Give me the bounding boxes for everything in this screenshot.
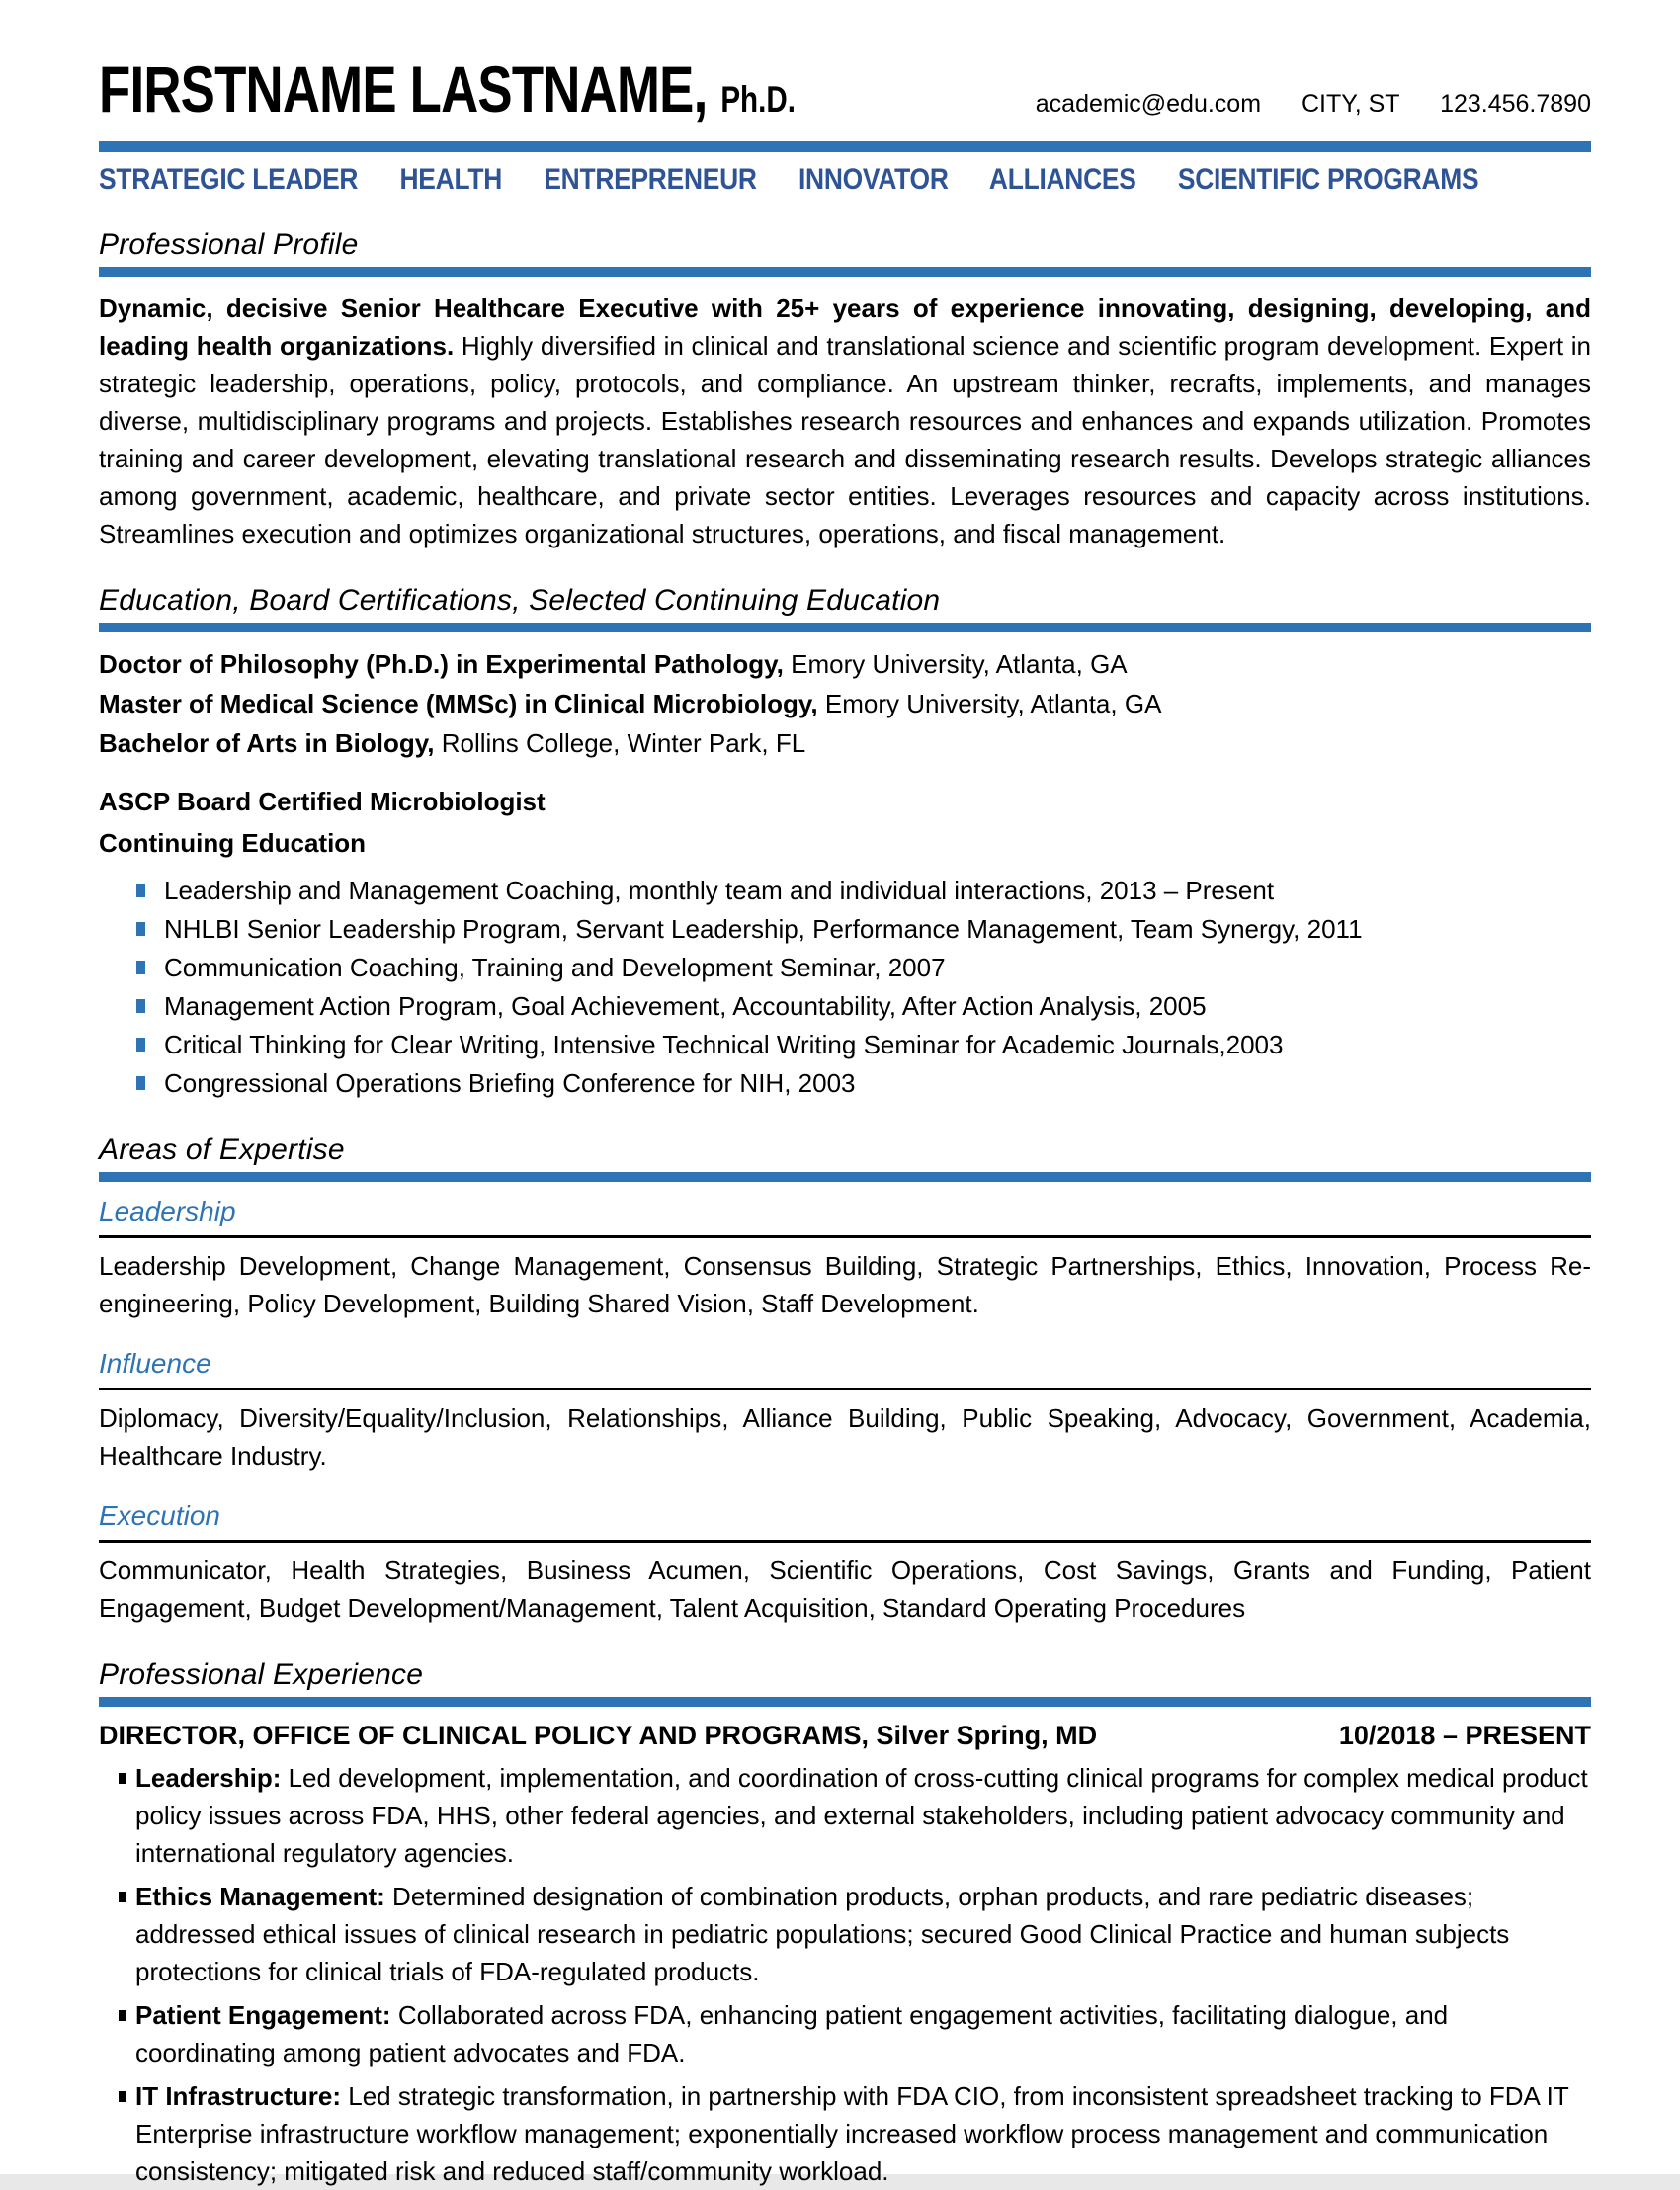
section-title-education: Education, Board Certifications, Selected Continuing Education [99, 584, 941, 617]
degree-line [99, 684, 1591, 723]
list-item [99, 1878, 1591, 1990]
bullet-lead: Leadership: [135, 1763, 282, 1793]
section-rule-expertise [99, 1172, 1591, 1182]
section-rule-experience [99, 1697, 1591, 1707]
section-title-experience: Professional Experience [99, 1658, 424, 1691]
list-item [99, 2077, 1591, 2190]
list-item: Critical Thinking for Clear Writing, Intensive Technical Writing Seminar for Academic Journals,2003 [99, 1026, 1591, 1063]
candidate-name-text: FIRSTNAME LASTNAME, [99, 52, 708, 126]
section-rule-profile [99, 267, 1591, 277]
job-dates: 10/2018 – PRESENT [1338, 1721, 1591, 1750]
section-rule-education [99, 623, 1591, 632]
expertise-text-influence: Diplomacy, Diversity/Equality/Inclusion, Relationships, Alliance Building, Public Speaking, Advocacy, Government, Academia, Healthcare Industry. [99, 1403, 1591, 1471]
section-title-expertise: Areas of Expertise [99, 1134, 345, 1166]
keyword-item: STRATEGIC LEADER [99, 163, 359, 196]
degree-title: Bachelor of Arts in Biology, [99, 728, 435, 758]
degree-line [99, 644, 1591, 684]
job-title: DIRECTOR, OFFICE OF CLINICAL POLICY AND PROGRAMS, Silver Spring, MD [99, 1721, 1098, 1750]
list-item: NHLBI Senior Leadership Program, Servant Leadership, Performance Management, Team Synergy, 2011 [99, 910, 1591, 948]
continuing-education-label: Continuing Education [99, 828, 367, 858]
list-item: Communication Coaching, Training and Development Seminar, 2007 [99, 949, 1591, 986]
bullet-lead: IT Infrastructure: [135, 2081, 342, 2111]
job-heading [99, 1721, 1591, 1751]
keyword-item: HEALTH [399, 163, 503, 196]
expertise-subhead-leadership: Leadership [99, 1196, 1591, 1238]
header [99, 51, 1591, 126]
contact-email: academic@edu.com [1035, 90, 1262, 118]
expertise-subhead-influence: Influence [99, 1348, 1591, 1390]
continuing-education-list [99, 872, 1591, 1102]
list-item: Management Action Program, Goal Achievement, Accountability, After Action Analysis, 2005 [99, 987, 1591, 1025]
contact-phone: 123.456.7890 [1440, 90, 1591, 118]
expertise-subhead-execution: Execution [99, 1500, 1591, 1543]
list-item: Congressional Operations Briefing Conference for NIH, 2003 [99, 1064, 1591, 1102]
degree-institution: Emory University, Atlanta, GA [783, 649, 1128, 679]
degree-institution: Rollins College, Winter Park, FL [434, 728, 806, 758]
keyword-strip [99, 163, 1479, 197]
expertise-text-execution: Communicator, Health Strategies, Business Acumen, Scientific Operations, Cost Savings, Grants and Funding, Patient Engagement, Budget Development/Management, Talent Acquisition, Standard Operating Procedures [99, 1556, 1591, 1623]
candidate-name-block [99, 51, 969, 126]
board-certification: ASCP Board Certified Microbiologist [99, 787, 546, 816]
list-item: Leadership and Management Coaching, monthly team and individual interactions, 2013 – Present [99, 872, 1591, 909]
keyword-item: ENTREPRENEUR [544, 163, 757, 196]
degree-title: Master of Medical Science (MMSc) in Clinical Microbiology, [99, 689, 818, 718]
degree-title: Doctor of Philosophy (Ph.D.) in Experimental Pathology, [99, 649, 784, 679]
experience-bullet-list [99, 1759, 1591, 2190]
list-item [99, 1996, 1591, 2071]
bullet-text: Collaborated across FDA, enhancing patient engagement activities, facilitating dialogue, and coordinating among patient advocates and FDA. [135, 2000, 1449, 2067]
degree-suffix: Ph.D. [720, 79, 796, 120]
list-item [99, 1759, 1591, 1872]
profile-body: Highly diversified in clinical and translational science and scientific program development. Expert in strategic leadership, operations, policy, protocols, and compliance. An upstream thinker, recrafts, implements, and manages diverse, multidisciplinary programs and projects. Establishes research resources and enhances and expands utilization. Promotes training and career development, elevating translational research and disseminating research results. Develops strategic alliances among government, academic, healthcare, and private sector entities. Leverages resources and capacity across institutions. Streamlines execution and optimizes organizational structures, operations, and fiscal management. [99, 331, 1591, 548]
contact-location: CITY, ST [1302, 90, 1400, 118]
header-rule [99, 141, 1591, 152]
bullet-lead: Ethics Management: [135, 1882, 385, 1911]
bullet-text: Determined designation of combination products, orphan products, and rare pediatric diseases; addressed ethical issues of clinical research in pediatric populations; secured Good Clinical Practice and human subjects protections for clinical trials of FDA-regulated products. [135, 1882, 1510, 1986]
bullet-lead: Patient Engagement: [135, 2000, 391, 2030]
keyword-item: INNOVATOR [798, 163, 949, 196]
contact-line [1036, 90, 1591, 119]
degree-list [99, 644, 1591, 763]
keyword-item: ALLIANCES [988, 163, 1136, 196]
bullet-text: Led development, implementation, and coordination of cross-cutting clinical programs for complex medical product policy issues across FDA, HHS, other federal agencies, and external stakeholders, including patient advocacy community and international regulatory agencies. [135, 1763, 1588, 1868]
section-title-profile: Professional Profile [99, 228, 359, 261]
profile-lead: Dynamic, decisive Senior Healthcare Executive with 25+ years of experience innovating, designing, developing, and leading health organizations. [99, 294, 1591, 361]
keyword-item: SCIENTIFIC PROGRAMS [1177, 163, 1479, 196]
candidate-name [99, 51, 796, 126]
expertise-text-leadership: Leadership Development, Change Management, Consensus Building, Strategic Partnerships, Ethics, Innovation, Process Re-engineering, Policy Development, Building Shared Vision, Staff Development. [99, 1251, 1591, 1318]
degree-line [99, 723, 1591, 763]
degree-institution: Emory University, Atlanta, GA [817, 689, 1162, 718]
bullet-text: Led strategic transformation, in partnership with FDA CIO, from inconsistent spreadsheet tracking to FDA IT Enterprise infrastructure workflow management; exponentially increased workflow process management and communication consistency; mitigated risk and reduced staff/community workload. [135, 2081, 1569, 2186]
profile-paragraph [99, 290, 1591, 552]
